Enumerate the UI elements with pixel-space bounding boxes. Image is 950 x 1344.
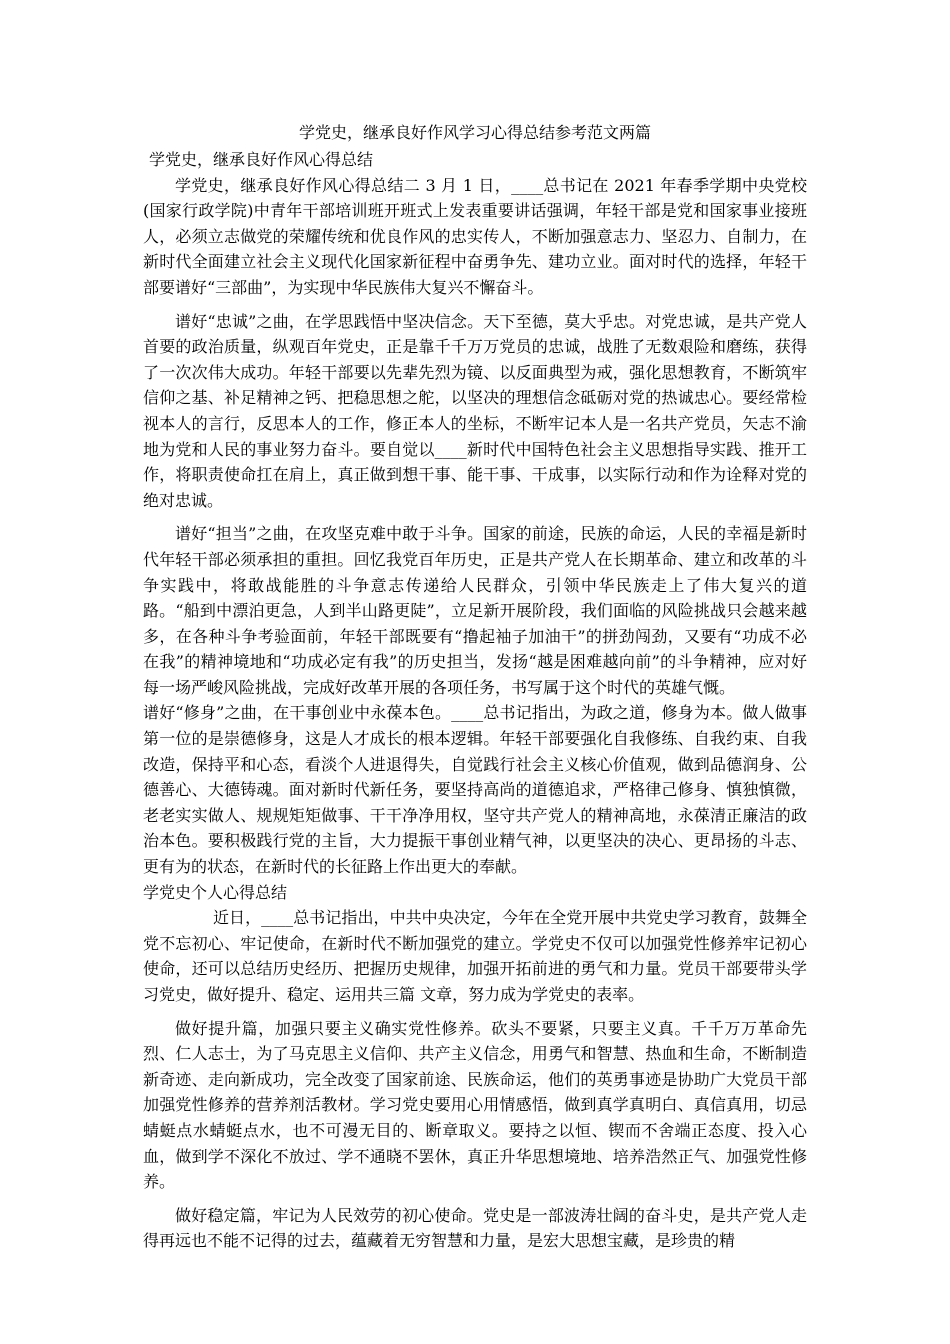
paragraph: 谱好“忠诚”之曲，在学思践悟中坚决信念。天下至德，莫大乎忠。对党忠诚，是共产党人首要的政治质量，纵观百年党史，正是靠千千万万党员的忠诚，战胜了无数艰险和磨练，获得了一次次伟大成功。年轻干部要以先辈先烈为镜、以反面典型为戒，强化思想教育，不断筑牢信仰之基、补足精神之钙、把稳思想之舵，以坚决的理想信念砥砺对党的热诚忠心。要经常检视本人的言行，反思本人的工作，修正本人的坐标，不断牢记本人是一名共产党员，矢志不渝地为党和人民的事业努力奋斗。要自觉以____新时代中国特色社会主义思想指导实践、推开工作，将职责使命扛在肩上，真正做到想干事、能干事、干成事，以实际行动和作为诠释对党的绝对忠诚。 xyxy=(143,311,807,510)
paragraph: 谱好“修身”之曲，在干事创业中永葆本色。____总书记指出，为政之道，修身为本。做人做事第一位的是崇德修身，这是人才成长的根本逻辑。年轻干部要强化自我修练、自我约束、自我改造，保持平和心态，看淡个人进退得失，自觉践行社会主义核心价值观，做到品德润身、公德善心、大德铸魂。面对新时代新任务，要坚持高尚的道德追求，严格律己修身、慎独慎微，老老实实做人、规规矩矩做事、干干净净用权，坚守共产党人的精神高地，永葆清正廉洁的政治本色。要积极践行党的主旨，大力提振干事创业精气神，以更坚决的决心、更昂扬的斗志、更有为的状态，在新时代的长征路上作出更大的奉献。 xyxy=(143,703,807,877)
section-heading: 学党史个人心得总结 xyxy=(143,882,288,902)
document-title: 学党史，继承良好作风学习心得总结参考范文两篇 xyxy=(298,123,651,142)
paragraph: 学党史，继承良好作风心得总结二 3 月 1 日，____总书记在 2021 年春季学期中央党校(国家行政学院)中青年干部培训班开班式上发表重要讲话强调，年轻干部是党和国家事业接班人，必须立志做党的荣耀传统和优良作风的忠实传人，不断加强意志力、坚忍力、自制力，在新时代全面建立社会主义现代化国家新征程中奋勇争先、建功立业。面对时代的选择，年轻干部要谱好“三部曲”，为实现中华民族伟大复兴不懈奋斗。 xyxy=(143,175,807,297)
section-heading: 学党史，继承良好作风心得总结 xyxy=(149,150,374,169)
paragraph: 谱好“担当”之曲，在攻坚克难中敢于斗争。国家的前途，民族的命运，人民的幸福是新时代年轻干部必须承担的重担。回忆我党百年历史，正是共产党人在长期革命、建立和改革的斗争实践中，将敢战能胜的斗争意志传递给人民群众，引领中华民族走上了伟大复兴的道路。“船到中漂泊更急，人到半山路更陡”，立足新开展阶段，我们面临的风险挑战只会越来越多，在各种斗争考验面前，年轻干部既要有“撸起袖子加油干”的拼劲闯劲，又要有“功成不必在我”的精神境地和“功成必定有我”的历史担当，发扬“越是困难越向前”的斗争精神，应对好每一场严峻风险挑战，完成好改革开展的各项任务，书写属于这个时代的英雄气慨。 xyxy=(143,524,807,697)
document-body xyxy=(143,147,807,1254)
paragraph: 做好提升篇，加强只要主义确实党性修养。砍头不要紧，只要主义真。千千万万革命先烈、仁人志士，为了马克思主义信仰、共产主义信念，用勇气和智慧、热血和生命，不断制造新奇迹、走向新成功，完全改变了国家前途、民族命运，他们的英勇事迹是协助广大党员干部加强党性修养的营养剂活教材。学习党史要用心用情感悟，做到真学真明白、真信真用，切忌蜻蜓点水蜻蜓点水，也不可漫无目的、断章取义。要持之以恒、锲而不舍端正态度、投入心血，做到学不深化不放过、学不通晓不罢休，真正升华思想境地、培养浩然正气、加强党性修养。 xyxy=(143,1018,807,1192)
paragraph: 近日，____总书记指出，中共中央决定，今年在全党开展中共党史学习教育，鼓舞全党不忘初心、牢记使命，在新时代不断加强党的建立。学党史不仅可以加强党性修养牢记初心使命，还可以总结历史经历、把握历史规律，加强开拓前进的勇气和力量。党员干部要带头学习党史，做好提升、稳定、运用共三篇 文章，努力成为学党史的表率。 xyxy=(143,908,807,1004)
paragraph: 做好稳定篇，牢记为人民效劳的初心使命。党史是一部波涛壮阔的奋斗史，是共产党人走得再远也不能不记得的过去，蕴藏着无穷智慧和力量，是宏大思想宝藏，是珍贵的精 xyxy=(143,1205,807,1251)
